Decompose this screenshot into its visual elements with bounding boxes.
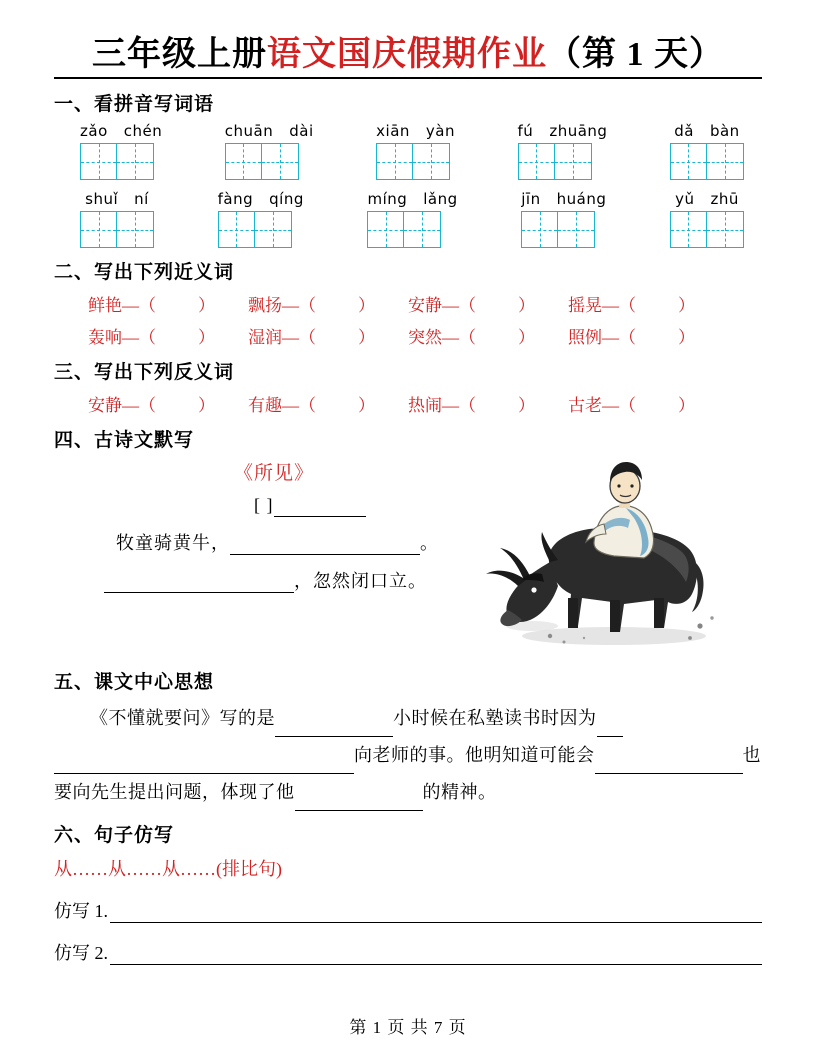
synonym-row-1 <box>54 291 762 316</box>
imitation-label-1: 仿写 1. <box>54 901 108 921</box>
pinyin-group <box>376 122 455 180</box>
page-footer: 第 1 页 共 7 页 <box>349 1018 467 1037</box>
pinyin-group <box>521 190 606 248</box>
poem-block <box>54 458 762 658</box>
paren-close: ） <box>518 296 535 315</box>
poem-line-1-text: 牧童骑黄牛， <box>116 533 230 553</box>
section-4-heading: 四、古诗文默写 <box>54 430 195 451</box>
pinyin-row-1 <box>54 122 762 180</box>
imitation-label-2: 仿写 2. <box>54 943 108 963</box>
paren-close: ） <box>198 296 215 315</box>
synonym-prompt: 突然—（ <box>408 328 476 347</box>
poem-author-bracket[interactable]: [ ] <box>254 495 274 515</box>
section-1-heading: 一、看拼音写词语 <box>54 94 215 115</box>
grid-cell[interactable] <box>117 211 154 248</box>
antonym-prompt: 古老—（ <box>568 396 636 415</box>
title-part-grade: 三年级上册 <box>92 36 267 73</box>
antonym-prompt: 有趣—（ <box>248 396 316 415</box>
synonym-prompt: 摇晃—（ <box>568 296 636 315</box>
synonym-item[interactable] <box>408 291 568 316</box>
paren-close: ） <box>678 396 695 415</box>
pinyin-text <box>218 190 304 208</box>
pinyin-syllable: bàn <box>709 122 740 140</box>
pinyin-group <box>367 190 457 248</box>
pinyin-text <box>80 190 154 208</box>
grid-cell[interactable] <box>518 143 555 180</box>
center-idea-text-2: 小时候在私塾读书时因为 <box>393 708 597 728</box>
center-idea-blank-6[interactable] <box>295 774 423 811</box>
antonym-item[interactable] <box>248 391 408 416</box>
grid-cell[interactable] <box>376 143 413 180</box>
pinyin-group <box>518 122 608 180</box>
title-part-subject: 语文国庆假期作业 <box>267 36 547 73</box>
writing-grid[interactable] <box>670 211 744 248</box>
pinyin-text <box>521 190 606 208</box>
writing-grid[interactable] <box>218 211 304 248</box>
pinyin-row-2 <box>54 190 762 248</box>
pinyin-syllable: míng <box>367 190 408 208</box>
pinyin-syllable: yàn <box>425 122 455 140</box>
pinyin-syllable: shuǐ <box>85 190 119 208</box>
poem-title: 《所见》 <box>234 463 315 484</box>
grid-cell[interactable] <box>404 211 441 248</box>
paren-close: ） <box>198 328 215 347</box>
pinyin-text <box>225 122 314 140</box>
center-idea-paragraph <box>54 700 762 811</box>
pinyin-syllable: dǎ <box>674 122 694 140</box>
pinyin-syllable: zhuāng <box>549 122 608 140</box>
grid-cell[interactable] <box>670 211 707 248</box>
title-part-day: （第 1 天） <box>547 36 724 73</box>
writing-grid[interactable] <box>376 143 455 180</box>
synonym-prompt: 湿润—（ <box>248 328 316 347</box>
grid-cell[interactable] <box>413 143 450 180</box>
antonym-item[interactable] <box>88 391 248 416</box>
synonym-item[interactable] <box>408 323 568 348</box>
grid-cell[interactable] <box>262 143 299 180</box>
imitation-row-1 <box>54 897 762 923</box>
imitation-row-2 <box>54 939 762 965</box>
writing-grid[interactable] <box>80 211 154 248</box>
grid-cell[interactable] <box>555 143 592 180</box>
center-idea-blank-2[interactable] <box>597 700 623 737</box>
paren-close: ） <box>518 328 535 347</box>
page-title <box>54 26 762 75</box>
pinyin-syllable: zǎo <box>80 122 108 140</box>
title-divider <box>54 77 762 79</box>
synonym-item[interactable] <box>88 291 248 316</box>
grid-cell[interactable] <box>707 143 744 180</box>
paren-close: ） <box>198 396 215 415</box>
imitation-prompt: 从……从……从……(排比句) <box>54 859 282 879</box>
writing-grid[interactable] <box>521 211 606 248</box>
pinyin-text <box>670 190 744 208</box>
antonym-prompt: 安静—（ <box>88 396 156 415</box>
synonym-item[interactable] <box>248 291 408 316</box>
center-idea-text-5: 的精神。 <box>422 782 497 802</box>
center-idea-blank-4[interactable] <box>595 737 687 774</box>
synonym-item[interactable] <box>248 323 408 348</box>
poem-author-blank[interactable] <box>274 495 366 517</box>
imitation-blank-1[interactable] <box>110 906 762 923</box>
pinyin-syllable: zhū <box>710 190 739 208</box>
pinyin-syllable: ní <box>134 190 149 208</box>
pinyin-group <box>225 122 314 180</box>
paren-close: ） <box>678 296 695 315</box>
grid-cell[interactable] <box>255 211 292 248</box>
center-idea-blank-3[interactable] <box>54 737 354 774</box>
paren-close: ） <box>358 396 375 415</box>
synonym-item[interactable] <box>88 323 248 348</box>
poem-line-1-period: 。 <box>420 533 439 553</box>
paren-close: ） <box>358 328 375 347</box>
center-idea-text-3: 向老师的事。他明知道可能会 <box>354 745 595 765</box>
section-6-heading: 六、句子仿写 <box>54 825 175 846</box>
pinyin-syllable: fú <box>517 122 534 140</box>
pinyin-group <box>670 122 744 180</box>
grid-cell[interactable] <box>80 211 117 248</box>
pinyin-text <box>80 122 162 140</box>
section-2-heading: 二、写出下列近义词 <box>54 262 235 283</box>
pinyin-text <box>670 122 744 140</box>
pinyin-syllable: huáng <box>556 190 607 208</box>
pinyin-group <box>670 190 744 248</box>
grid-cell[interactable] <box>558 211 595 248</box>
synonym-prompt: 照例—（ <box>568 328 636 347</box>
ox-illustration-svg <box>454 450 744 665</box>
antonym-item[interactable] <box>408 391 568 416</box>
grid-cell[interactable] <box>707 211 744 248</box>
grid-cell[interactable] <box>117 143 154 180</box>
writing-grid[interactable] <box>367 211 457 248</box>
synonym-prompt: 鲜艳—（ <box>88 296 156 315</box>
section-3-heading: 三、写出下列反义词 <box>54 362 235 383</box>
imitation-blank-2[interactable] <box>110 948 762 965</box>
grid-cell[interactable] <box>218 211 255 248</box>
synonym-prompt: 轰响—（ <box>88 328 156 347</box>
antonym-prompt: 热闹—（ <box>408 396 476 415</box>
poem-line-1-blank[interactable] <box>230 533 420 555</box>
writing-grid[interactable] <box>518 143 608 180</box>
pinyin-text <box>518 122 608 140</box>
writing-grid[interactable] <box>670 143 744 180</box>
antonym-row-1 <box>54 391 762 416</box>
center-idea-text-1: 《不懂就要问》写的是 <box>90 708 275 728</box>
pinyin-syllable: qíng <box>269 190 304 208</box>
pinyin-text <box>376 122 455 140</box>
ox-and-boy-illustration <box>454 450 744 665</box>
synonym-prompt: 安静—（ <box>408 296 476 315</box>
grid-cell[interactable] <box>225 143 262 180</box>
grid-cell[interactable] <box>367 211 404 248</box>
pinyin-syllable: fàng <box>217 190 254 208</box>
pinyin-syllable: yǔ <box>675 190 695 208</box>
synonym-item[interactable] <box>568 291 695 316</box>
paren-close: ） <box>678 328 695 347</box>
grid-cell[interactable] <box>521 211 558 248</box>
synonym-prompt: 飘扬—（ <box>248 296 316 315</box>
pinyin-syllable: chuān <box>224 122 274 140</box>
pinyin-group <box>80 190 154 248</box>
pinyin-text <box>367 190 457 208</box>
writing-grid[interactable] <box>225 143 314 180</box>
synonym-row-2 <box>54 323 762 348</box>
pinyin-syllable: lǎng <box>423 190 458 208</box>
paren-close: ） <box>358 296 375 315</box>
synonym-item[interactable] <box>568 323 695 348</box>
center-idea-blank-1[interactable] <box>275 700 393 737</box>
pinyin-syllable: chén <box>123 122 163 140</box>
pinyin-syllable: jīn <box>521 190 541 208</box>
pinyin-group <box>218 190 304 248</box>
center-idea-text-4: 也要向先生提出问题，体现了他 <box>54 745 761 802</box>
antonym-item[interactable] <box>568 391 695 416</box>
grid-cell[interactable] <box>80 143 117 180</box>
section-5-heading: 五、课文中心思想 <box>54 672 215 693</box>
paren-close: ） <box>518 396 535 415</box>
poem-line-2-blank[interactable] <box>104 571 294 593</box>
pinyin-group <box>80 122 162 180</box>
pinyin-syllable: xiān <box>376 122 410 140</box>
poem-line-2-text: ，忽然闭口立。 <box>294 571 427 591</box>
writing-grid[interactable] <box>80 143 162 180</box>
pinyin-syllable: dài <box>289 122 314 140</box>
grid-cell[interactable] <box>670 143 707 180</box>
center-idea-blank-5[interactable] <box>687 737 743 774</box>
